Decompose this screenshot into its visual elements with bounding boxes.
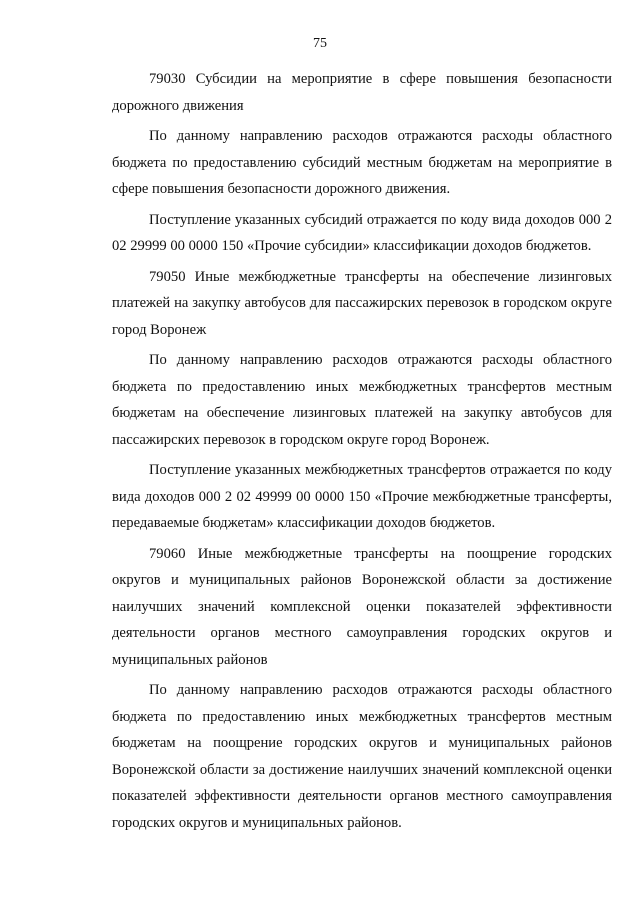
- paragraph-79030-description: По данному направлению расходов отражаются расходы областного бюджета по предоставлению субсидий местным бюджетам на мероприятие в сфере повышения безопасности дорожного движения.: [112, 128, 612, 197]
- paragraph-79030-heading: 79030 Субсидии на мероприятие в сфере повышения безопасности дорожного движения: [112, 71, 612, 114]
- document-body: [112, 66, 612, 840]
- paragraph-79050-revenue-code: Поступление указанных межбюджетных трансфертов отражается по коду вида доходов 000 2 02 49999 00 0000 150 «Прочие межбюджетные трансферты, передаваемые бюджетам» классификации доходов бюджетов.: [112, 462, 612, 531]
- paragraph-79060-description: По данному направлению расходов отражаются расходы областного бюджета по предоставлению иных межбюджетных трансфертов местным бюджетам на поощрение городских округов и муниципальных районов Воронежской области за достижение наилучших значений комплексной оценки показателей эффективности деятельности органов местного самоуправления городских округов и муниципальных районов.: [112, 682, 612, 831]
- paragraph-79050-description: По данному направлению расходов отражаются расходы областного бюджета по предоставлению иных межбюджетных трансфертов местным бюджетам на обеспечение лизинговых платежей на закупку автобусов для пассажирских перевозок в городском округе город Воронеж.: [112, 352, 612, 448]
- paragraph-79030-revenue-code: Поступление указанных субсидий отражается по коду вида доходов 000 2 02 29999 00 0000 150 «Прочие субсидии» классификации доходов бюджетов.: [112, 211, 612, 254]
- page-number: 75: [313, 36, 327, 51]
- paragraph-79060-heading: 79060 Иные межбюджетные трансферты на поощрение городских округов и муниципальных районов Воронежской области за достижение наилучших значений комплексной оценки показателей эффективности деятельности органов местного самоуправления городских округов и муниципальных районов: [112, 545, 612, 668]
- paragraph-79050-heading: 79050 Иные межбюджетные трансферты на обеспечение лизинговых платежей на закупку автобусов для пассажирских перевозок в городском округе город Воронеж: [112, 268, 612, 338]
